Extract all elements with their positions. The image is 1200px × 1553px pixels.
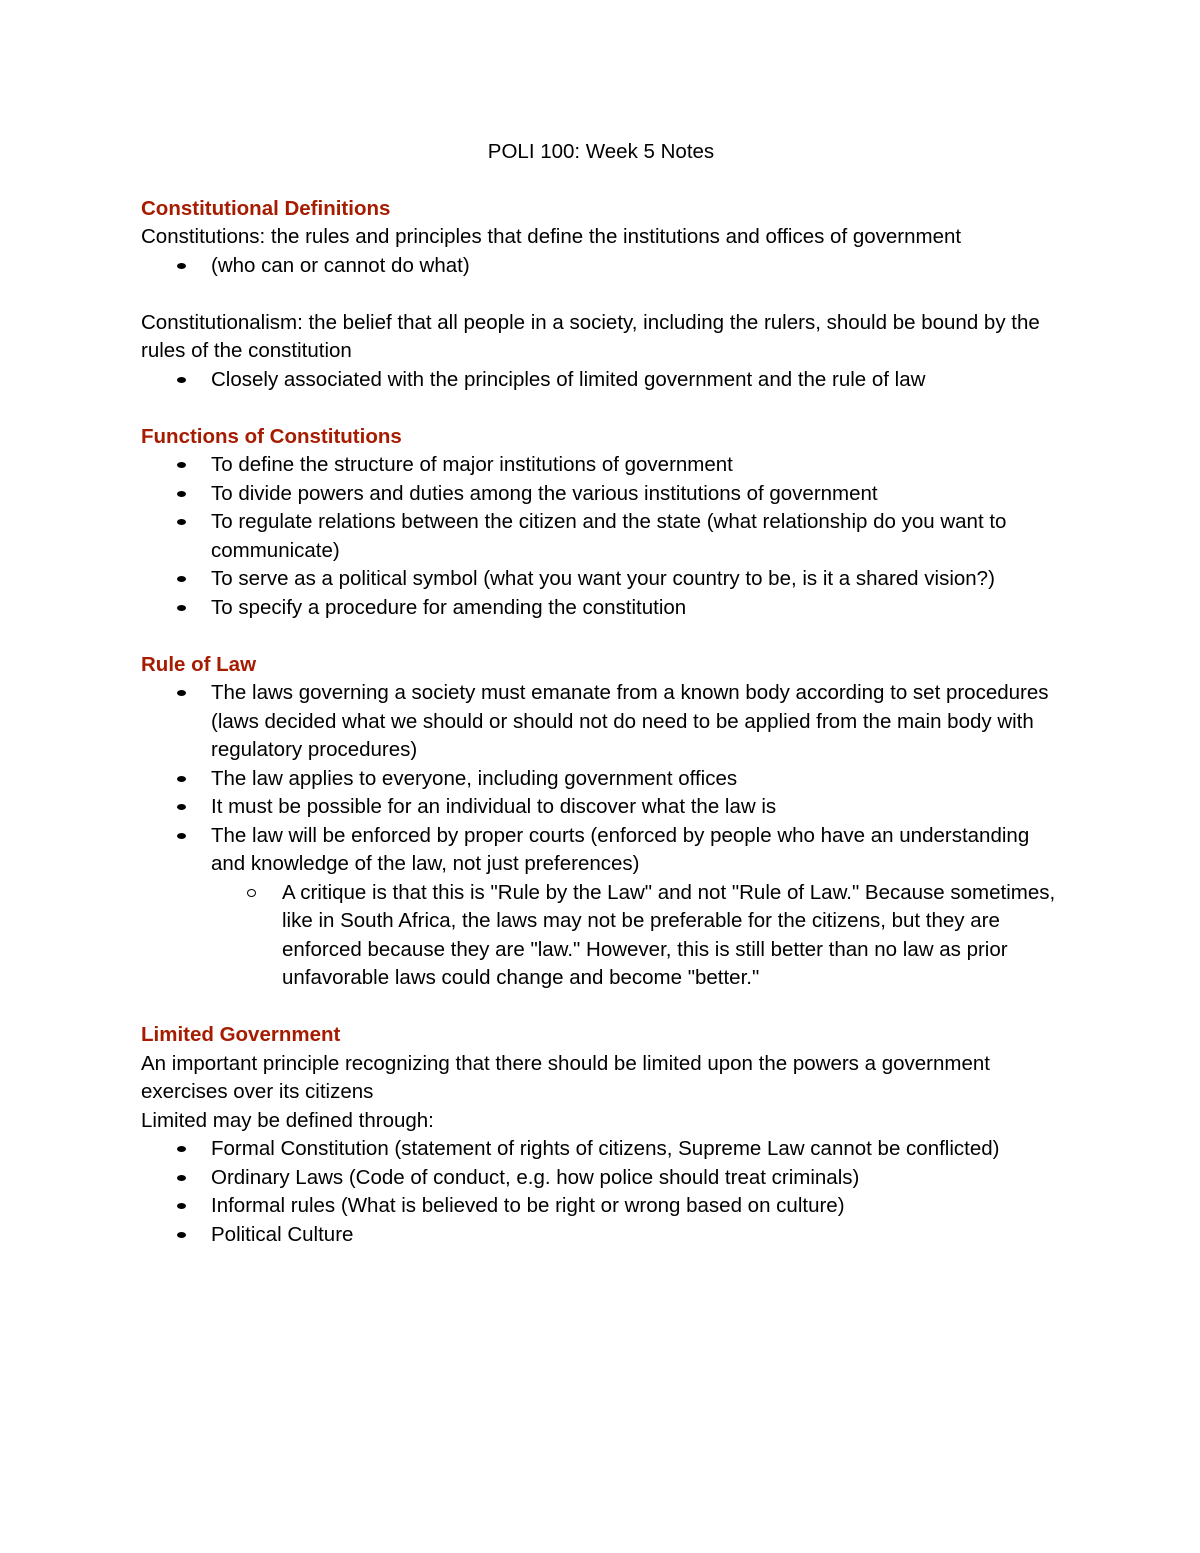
bullet-icon xyxy=(177,776,186,782)
list-item: Informal rules (What is believed to be right or wrong based on culture) xyxy=(141,1192,1061,1221)
bullet-icon xyxy=(177,833,186,839)
list-item: Ordinary Laws (Code of conduct, e.g. how police should treat criminals) xyxy=(141,1164,1061,1193)
section-heading-functions: Functions of Constitutions xyxy=(141,424,402,448)
list-item: To serve as a political symbol (what you want your country to be, is it a shared vision?) xyxy=(141,565,1061,594)
limited-government-intro: Limited may be defined through: xyxy=(141,1108,434,1132)
section-heading-limited-government: Limited Government xyxy=(141,1023,341,1046)
list-item: To define the structure of major institutions of government xyxy=(141,451,1061,480)
constitutions-definition: Constitutions: the rules and principles that define the institutions and offices of government xyxy=(141,225,962,248)
paragraph-spacer xyxy=(141,622,1061,651)
list-item: (who can or cannot do what) xyxy=(141,252,1061,281)
bullet-icon xyxy=(177,1203,186,1209)
constitutionalism-definition: Constitutionalism: the belief that all people in a society, including the rulers, should be bound by the rules of the constitution xyxy=(141,310,1040,362)
list-item: The law will be enforced by proper courts (enforced by people who have an understanding and knowledge of the law, not just preferences) xyxy=(141,822,1061,879)
bullet-icon xyxy=(177,1175,186,1181)
bullet-icon xyxy=(177,462,186,468)
limited-government-definition: An important principle recognizing that there should be limited upon the powers a government exercises over its citizens xyxy=(141,1051,990,1103)
constitutionalism-bullet-list xyxy=(141,366,1061,395)
bullet-icon xyxy=(177,491,186,497)
bullet-icon xyxy=(177,519,186,525)
list-item: To divide powers and duties among the various institutions of government xyxy=(141,480,1061,509)
rule-of-law-sub-bullet-list xyxy=(141,879,1061,993)
rule-of-law-bullet-list xyxy=(141,679,1061,879)
list-item: It must be possible for an individual to discover what the law is xyxy=(141,793,1061,822)
paragraph-spacer xyxy=(141,394,1061,423)
paragraph-spacer xyxy=(141,280,1061,309)
list-item: The law applies to everyone, including government offices xyxy=(141,765,1061,794)
list-item: Political Culture xyxy=(141,1221,1061,1250)
bullet-icon xyxy=(177,263,186,269)
section-heading-constitutional-definitions: Constitutional Definitions xyxy=(141,196,391,220)
list-item: Formal Constitution (statement of rights of citizens, Supreme Law cannot be conflicted) xyxy=(141,1135,1061,1164)
sub-list-item: A critique is that this is "Rule by the Law" and not "Rule of Law." Because sometimes, like in South Africa, the laws may not be preferable for the citizens, but they are enforced because they are "law." However, this is still better than no law as prior unfavorable laws could change and become "better." xyxy=(141,879,1061,993)
section-heading-rule-of-law: Rule of Law xyxy=(141,652,257,676)
paragraph-spacer xyxy=(141,993,1061,1022)
bullet-icon xyxy=(177,690,186,696)
list-item: Closely associated with the principles of limited government and the rule of law xyxy=(141,366,1061,395)
limited-government-bullet-list xyxy=(141,1135,1061,1249)
bullet-icon xyxy=(177,605,186,611)
bullet-icon xyxy=(177,377,186,383)
hollow-bullet-icon xyxy=(247,889,256,897)
functions-bullet-list xyxy=(141,451,1061,622)
list-item: To specify a procedure for amending the constitution xyxy=(141,594,1061,623)
document-body xyxy=(141,138,1061,1249)
page-title: POLI 100: Week 5 Notes xyxy=(487,140,715,163)
bullet-icon xyxy=(177,576,186,582)
list-item: The laws governing a society must emanate from a known body according to set procedures (laws decided what we should or should not do need to be applied from the main body with regulatory procedures) xyxy=(141,679,1061,765)
bullet-icon xyxy=(177,1232,186,1238)
constitutions-bullet-list xyxy=(141,252,1061,281)
bullet-icon xyxy=(177,804,186,810)
bullet-icon xyxy=(177,1146,186,1152)
list-item: To regulate relations between the citizen and the state (what relationship do you want to communicate) xyxy=(141,508,1061,565)
